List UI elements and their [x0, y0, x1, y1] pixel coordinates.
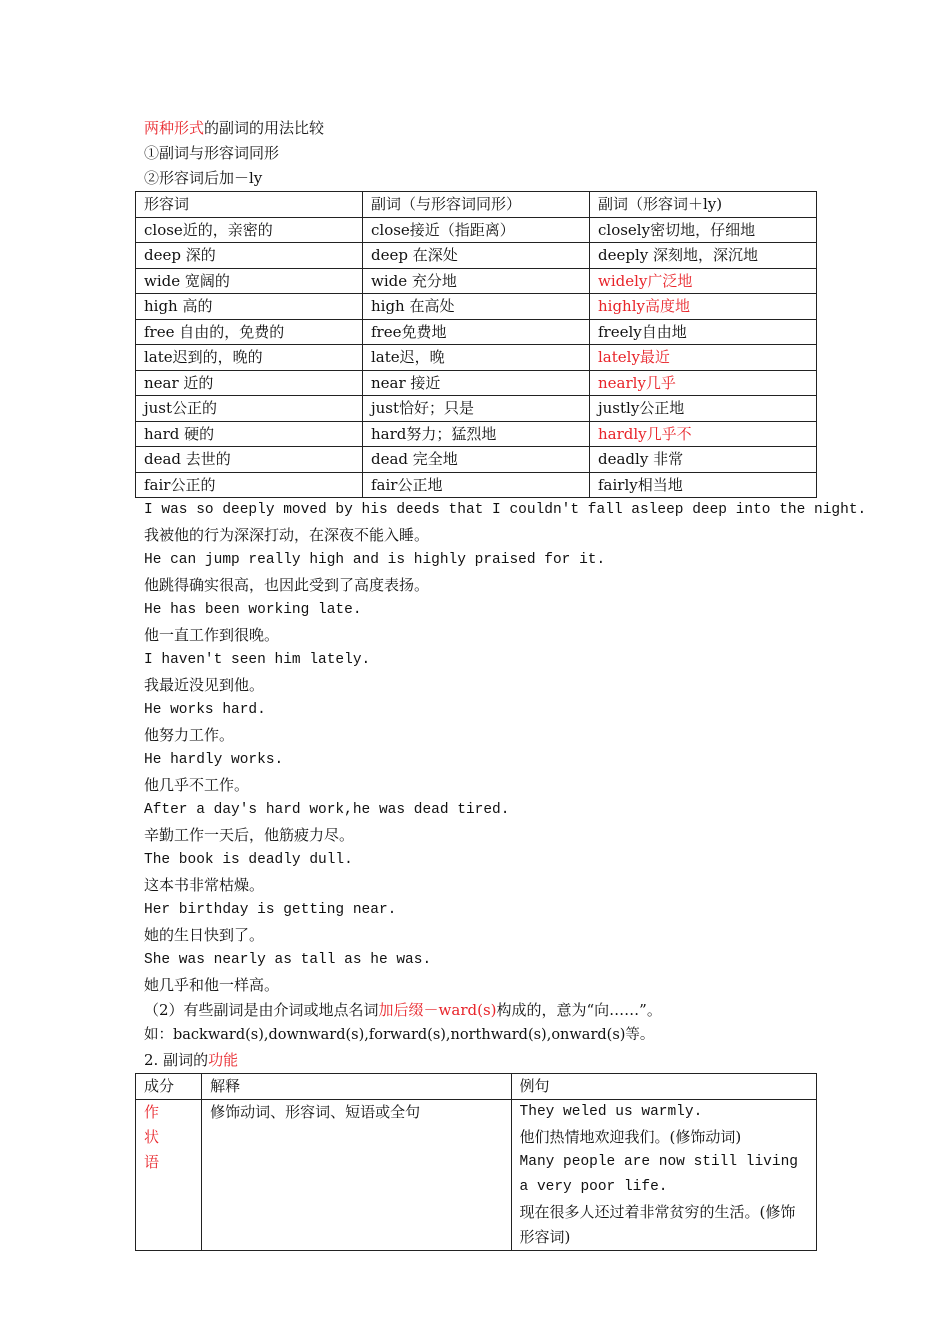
example-chinese: 他跳得确实很高，也因此受到了高度表扬。: [144, 576, 430, 594]
cell-explanation: 修饰动词、形容词、短语或全句: [202, 1100, 511, 1251]
example-english: He can jump really high and is highly praised for it.: [144, 552, 606, 568]
cell-example: [511, 1100, 816, 1251]
header-explanation: 解释: [202, 1074, 511, 1100]
section-title: [144, 116, 844, 141]
cell-adverb-ly: widely广泛地: [590, 268, 817, 294]
table-row: [136, 268, 817, 294]
document-page: [144, 116, 867, 1251]
example-chinese: 我最近没见到他。: [144, 676, 265, 694]
table-row: [136, 345, 817, 371]
ward-note-part-b: 构成的，意为“向……”。: [496, 1001, 662, 1019]
header-role: 成分: [136, 1074, 202, 1100]
ward-note-red: 加后缀－ward(s): [378, 1001, 497, 1019]
example-sentences: [144, 498, 867, 998]
cell-adjective: deep 深的: [136, 243, 363, 269]
header-adjective: 形容词: [136, 192, 363, 218]
example-english: He hardly works.: [144, 752, 284, 768]
role-line-2: 语: [144, 1153, 160, 1171]
cell-adverb-ly: closely密切地，仔细地: [590, 217, 817, 243]
table-row: [136, 447, 817, 473]
ward-suffix-example: [144, 1023, 844, 1048]
cell-adverb-same: just恰好；只是: [363, 396, 590, 422]
cell-adverb-same: late迟，晚: [363, 345, 590, 371]
example-chinese: 她的生日快到了。: [144, 926, 265, 944]
function-heading-red: 功能: [208, 1051, 239, 1069]
cell-adjective: wide 宽阔的: [136, 268, 363, 294]
table-row: [136, 396, 817, 422]
cell-adjective: dead 去世的: [136, 447, 363, 473]
ward-note-part-a: （2）有些副词是由介词或地点名词: [144, 1001, 379, 1019]
cell-adverb-ly: deadly 非常: [590, 447, 817, 473]
function-heading: [144, 1048, 844, 1073]
ward-suffix-note: [144, 998, 844, 1023]
table-row: [136, 217, 817, 243]
example-chinese: 她几乎和他一样高。: [144, 976, 280, 994]
example-chinese: 我被他的行为深深打动，在深夜不能入睡。: [144, 526, 430, 544]
cell-adjective: fair公正的: [136, 472, 363, 498]
ward-example-text: 如：backward(s),downward(s),forward(s),northward(s),onward(s)等。: [144, 1027, 655, 1043]
cell-adverb-same: dead 完全地: [363, 447, 590, 473]
table-row: [136, 1100, 817, 1251]
example-english: She was nearly as tall as he was.: [144, 952, 432, 968]
cell-adverb-same: deep 在深处: [363, 243, 590, 269]
example-chinese: 现在很多人还过着非常贫穷的生活。(修饰形容词): [519, 1203, 796, 1246]
adverb-comparison-table: [135, 191, 817, 498]
example-english: He has been working late.: [144, 602, 362, 618]
cell-adjective: free 自由的，免费的: [136, 319, 363, 345]
function-heading-text: 2. 副词的: [144, 1051, 209, 1069]
table-header-row: [136, 1074, 817, 1100]
table-row: [136, 421, 817, 447]
cell-adjective: near 近的: [136, 370, 363, 396]
cell-adjective: just公正的: [136, 396, 363, 422]
example-english: I was so deeply moved by his deeds that I couldn't fall asleep deep into the night.: [144, 502, 867, 518]
cell-adverb-ly: fairly相当地: [590, 472, 817, 498]
header-adverb-ly: 副词（形容词＋ly): [590, 192, 817, 218]
cell-adverb-same: wide 充分地: [363, 268, 590, 294]
subtitle-same-form: ①副词与形容词同形: [144, 144, 280, 162]
cell-adverb-ly: nearly几乎: [590, 370, 817, 396]
adverb-function-table: [135, 1073, 817, 1251]
header-adverb-same: 副词（与形容词同形）: [363, 192, 590, 218]
header-example: 例句: [511, 1074, 816, 1100]
example-chinese: 他努力工作。: [144, 726, 235, 744]
cell-adverb-same: high 在高处: [363, 294, 590, 320]
example-english: Many people are now still living a very poor life.: [519, 1154, 798, 1195]
cell-adjective: close近的，亲密的: [136, 217, 363, 243]
cell-adjective: hard 硬的: [136, 421, 363, 447]
table-row: [136, 319, 817, 345]
cell-adverb-same: free免费地: [363, 319, 590, 345]
title-red: 两种形式: [144, 119, 205, 137]
title-rest: 的副词的用法比较: [204, 119, 325, 137]
table-header-row: [136, 192, 817, 218]
cell-adverb-same: hard努力；猛烈地: [363, 421, 590, 447]
cell-role: [136, 1100, 202, 1251]
example-chinese: 他一直工作到很晚。: [144, 626, 280, 644]
example-chinese: 他几乎不工作。: [144, 776, 250, 794]
cell-adverb-same: near 接近: [363, 370, 590, 396]
cell-adjective: late迟到的，晚的: [136, 345, 363, 371]
example-chinese: 他们热情地欢迎我们。(修饰动词): [519, 1128, 742, 1146]
cell-adverb-ly: lately最近: [590, 345, 817, 371]
cell-adverb-ly: freely自由地: [590, 319, 817, 345]
table-row: [136, 294, 817, 320]
cell-adverb-ly: hardly几乎不: [590, 421, 817, 447]
example-english: Her birthday is getting near.: [144, 902, 397, 918]
cell-adverb-ly: highly高度地: [590, 294, 817, 320]
example-english: They weled us warmly.: [519, 1104, 703, 1120]
subtitle-ly-form: ②形容词后加－ly: [144, 169, 263, 187]
example-chinese: 这本书非常枯燥。: [144, 876, 265, 894]
example-english: The book is deadly dull.: [144, 852, 353, 868]
cell-adverb-ly: deeply 深刻地，深沉地: [590, 243, 817, 269]
cell-adverb-same: close接近（指距离）: [363, 217, 590, 243]
example-chinese: 辛勤工作一天后，他筋疲力尽。: [144, 826, 355, 844]
role-line-1: 作 状: [144, 1103, 178, 1146]
cell-adjective: high 高的: [136, 294, 363, 320]
cell-adverb-same: fair公正地: [363, 472, 590, 498]
cell-adverb-ly: justly公正地: [590, 396, 817, 422]
example-english: I haven't seen him lately.: [144, 652, 371, 668]
table-row: [136, 472, 817, 498]
table-row: [136, 243, 817, 269]
table-row: [136, 370, 817, 396]
example-english: After a day's hard work,he was dead tired.: [144, 802, 510, 818]
example-english: He works hard.: [144, 702, 266, 718]
